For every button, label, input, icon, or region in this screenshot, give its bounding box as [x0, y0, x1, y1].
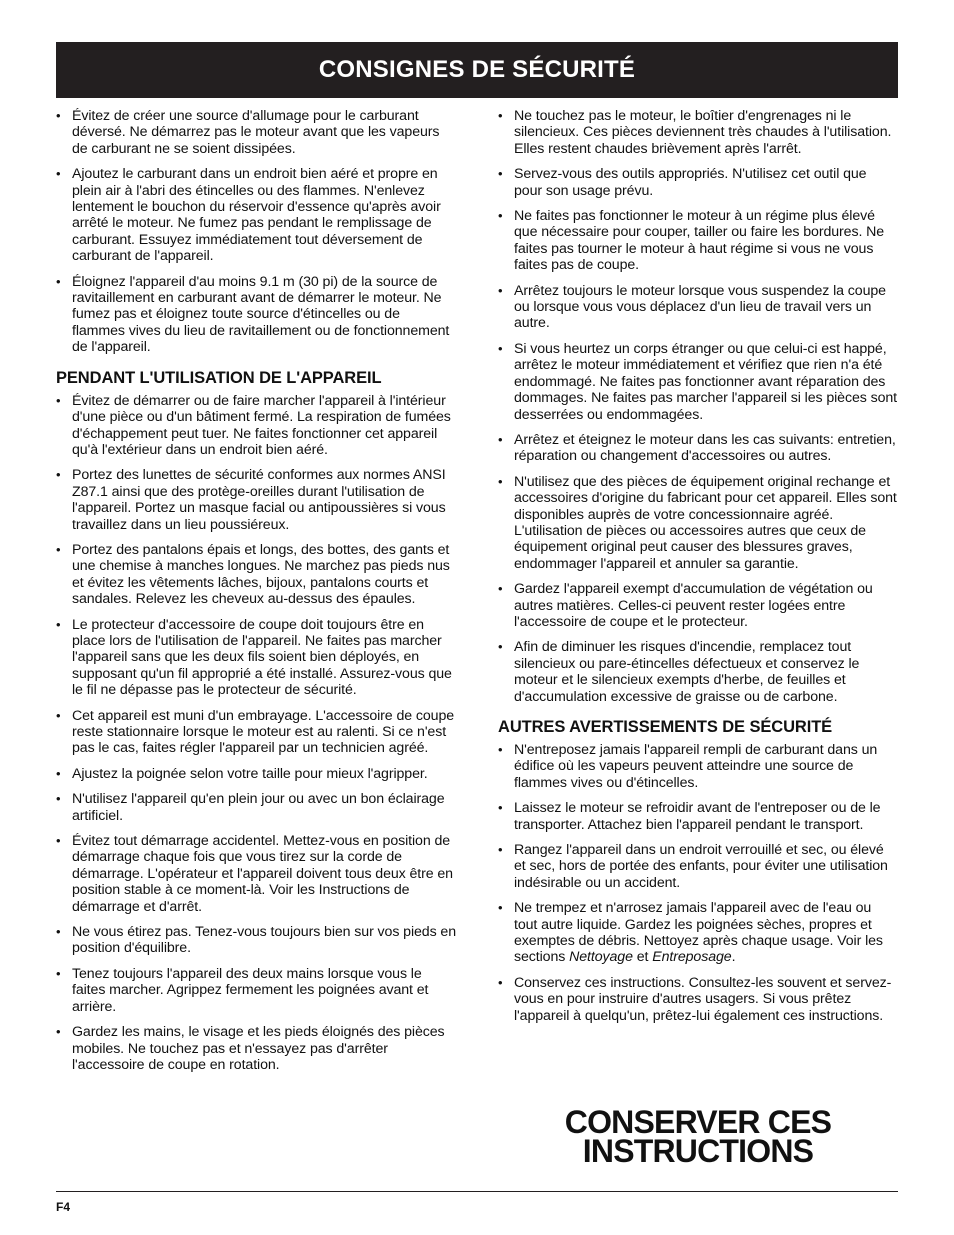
list-item: • Évitez de démarrer ou de faire marcher l'appareil à l'intérieur d'une pièce ou d'un bâtiment fermé. La respiration de fumées d'échappement peut tuer. Ne faites fonctionner cet appareil qu'à l'extérieur dans un endroit bien aéré. [56, 393, 456, 459]
list-item: • Ne faites pas fonctionner le moteur à un régime plus élevé que nécessaire pour couper, tailler ou faire les bordures. Ne faites pas tourner le moteur à haut régime si vous ne vous faites pas de coupe. [498, 208, 898, 274]
list-item: • Afin de diminuer les risques d'incendie, remplacez tout silencieux ou pare-étincelles défectueux et conservez le moteur et le silencieux exempts d'herbe, de feuilles et d'accumulation excessive de graisse ou de carbone. [498, 639, 898, 705]
list-item: • Arrêtez et éteignez le moteur dans les cas suivants: entretien, réparation ou changement d'accessoires ou autres. [498, 432, 898, 465]
list-item: • Ajoutez le carburant dans un endroit bien aéré et propre en plein air à l'abri des étincelles ou des flammes. N'enlevez lentement le bouchon du réservoir d'essence qu'après avoir arrêté le moteur. Ne fumez pas pendant le remplissage de carburant. Essuyez immédiatement tout déversement de carburant de l'appareil. [56, 166, 456, 264]
list-item: • Portez des pantalons épais et longs, des bottes, des gants et une chemise à manches longues. Ne marchez pas pieds nus et évitez les vêtements lâches, bijoux, pantalons courts et sandales. Relevez les cheveux au-dessus des épaules. [56, 542, 456, 608]
list-item: • Arrêtez toujours le moteur lorsque vous suspendez la coupe ou lorsque vous vous déplacez d'un lieu de travail vers un autre. [498, 283, 898, 332]
list-item: • Cet appareil est muni d'un embrayage. L'accessoire de coupe reste stationnaire lorsque le moteur est au ralenti. Si ce n'est pas le cas, faites régler l'appareil par un technicien agréé. [56, 708, 456, 757]
text-run: . [731, 949, 736, 966]
list-item: • Ne touchez pas le moteur, le boîtier d'engrenages ni le silencieux. Ces pièces deviennent très chaudes à l'utilisation. Elles restent chaudes brièvement après l'arrêt. [498, 108, 898, 157]
section-header-bar [56, 42, 898, 98]
list-item: • Rangez l'appareil dans un endroit verrouillé et sec, ou élevé et sec, hors de portée des enfants, pour éviter une utilisation indésirable ou un accident. [498, 842, 898, 891]
right-column [498, 108, 898, 1033]
list-item: • N'utilisez l'appareil qu'en plein jour ou avec un bon éclairage artificiel. [56, 791, 456, 824]
operation-safety-list [56, 393, 456, 1074]
page-title: CONSIGNES DE SÉCURITÉ [318, 56, 636, 83]
list-item: • N'entreposez jamais l'appareil rempli de carburant dans un édifice où les vapeurs peuvent atteindre une source de flammes vives ou d'étincelles. [498, 742, 898, 791]
list-item: • Gardez l'appareil exempt d'accumulation de végétation ou autres matières. Celles-ci peuvent rester logées entre l'accessoire de coupe et le protecteur. [498, 581, 898, 630]
page-number: F4 [56, 1200, 71, 1214]
text-run: Ne trempez et n'arrosez jamais l'appareil avec de l'eau ou tout autre liquide. Gardez les poignées sèches, propres et exemptes de débris. Nettoyez après chaque usage. Voir les sections [514, 900, 883, 966]
italic-reference-storage: Entreposage [652, 949, 732, 966]
list-item: • Le protecteur d'accessoire de coupe doit toujours être en place lors de l'utilisation de l'appareil. Ne faites pas marcher l'appareil sans que les deux fils soient bien déployés, en supposant qu'un fil approprié a été installé. Assurez-vous que le fil ne dépasse pas le protecteur de sécurité. [56, 617, 456, 699]
list-item: • Éloignez l'appareil d'au moins 9.1 m (30 pi) de la source de ravitaillement en carburant avant de démarrer le moteur. Ne fumez pas et éloignez toute source d'étincelles ou de flammes vives du lieu de ravitaillement ou de fonctionnement de l'appareil. [56, 274, 456, 356]
list-item-cleaning [498, 900, 898, 966]
list-item: • Servez-vous des outils appropriés. N'utilisez cet outil que pour son usage prévu. [498, 166, 898, 199]
keep-instructions-title [498, 1104, 898, 1169]
storage-safety-list [498, 742, 898, 1024]
left-column [56, 108, 456, 1082]
list-item: • N'utilisez que des pièces de équipement original rechange et accessoires d'origine du fabricant pour cet appareil. Elles sont disponibles auprès de votre concessionnaire agréé. L'utilisation de pièces ou accessoires autres que ceux de équipement original peut causer des blessures graves, endommager l'appareil et annuler sa garantie. [498, 474, 898, 572]
fuel-safety-list [56, 108, 456, 356]
list-item: • Tenez toujours l'appareil des deux mains lorsque vous le faites marcher. Agrippez fermement les poignées avant et arrière. [56, 966, 456, 1015]
keep-instructions-line-1: CONSERVER CES [564, 1104, 832, 1140]
list-item: • Si vous heurtez un corps étranger ou que celui-ci est happé, arrêtez le moteur immédiatement et vérifiez que rien n'a été endommagé. Ne faites pas fonctionner avant réparation des dommages. Ne faites pas marcher l'appareil si les pièces sont desserrées ou endommagées. [498, 341, 898, 423]
list-item: • Évitez tout démarrage accidentel. Mettez-vous en position de démarrage chaque fois que vous tirez sur la corde de démarrage. L'opérateur et l'appareil doivent tous deux être en position stable à ce moment-là. Voir les Instructions de démarrage et d'arrêt. [56, 833, 456, 915]
list-item: • Ajustez la poignée selon votre taille pour mieux l'agripper. [56, 766, 456, 782]
text-run: et [632, 949, 653, 966]
list-item: • Laissez le moteur se refroidir avant de l'entreposer ou de le transporter. Attachez bien l'appareil pendant le transport. [498, 800, 898, 833]
list-item: • Évitez de créer une source d'allumage pour le carburant déversé. Ne démarrez pas le moteur avant que les vapeurs de carburant ne se soient dissipées. [56, 108, 456, 157]
list-item: • Conservez ces instructions. Consultez-les souvent et servez-vous en pour instruire d'autres usagers. Si vous prêtez l'appareil à quelqu'un, prêtez-lui également ces instructions. [498, 975, 898, 1024]
italic-reference-cleaning: Nettoyage [569, 949, 633, 966]
engine-safety-list [498, 108, 898, 705]
list-item: • Gardez les mains, le visage et les pieds éloignés des pièces mobiles. Ne touchez pas et n'essayez pas d'arrêter l'accessoire de coupe en rotation. [56, 1024, 456, 1073]
footer-divider [56, 1191, 898, 1192]
keep-instructions-line-2: INSTRUCTIONS [582, 1133, 814, 1169]
section-heading-operation: PENDANT L'UTILISATION DE L'APPAREIL [56, 368, 382, 387]
section-heading-other-warnings: AUTRES AVERTISSEMENTS DE SÉCURITÉ [498, 718, 833, 736]
list-item: • Portez des lunettes de sécurité conformes aux normes ANSI Z87.1 ainsi que des protège-oreilles durant l'utilisation de l'appareil. Portez un masque facial ou antipoussières si vous travaillez dans un lieu poussiéreux. [56, 467, 456, 533]
list-item: • Ne vous étirez pas. Tenez-vous toujours bien sur vos pieds en position d'équilibre. [56, 924, 456, 957]
